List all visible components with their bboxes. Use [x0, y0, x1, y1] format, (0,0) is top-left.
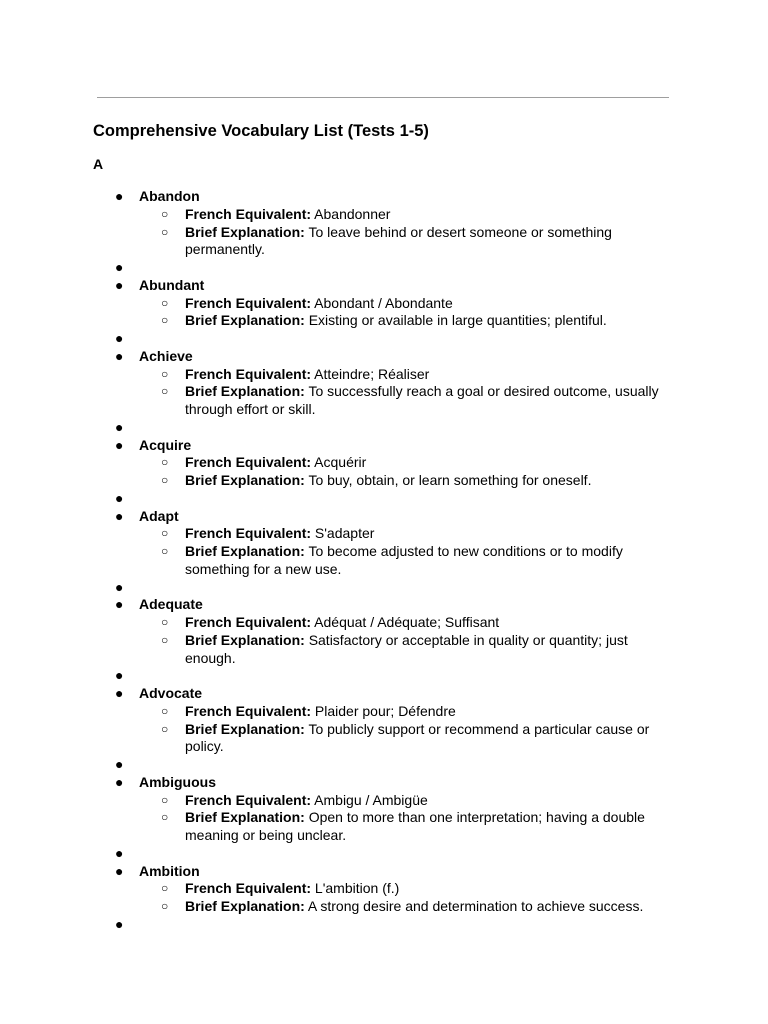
vocab-term: Adequate: [139, 596, 203, 613]
vocab-term: Abundant: [139, 276, 205, 293]
brief-explanation-item: [161, 223, 672, 260]
brief-explanation-label: Brief Explanation:: [185, 720, 305, 737]
bullet-icon: ●: [115, 188, 124, 204]
empty-list-item: [0, 490, 768, 508]
brief-explanation-label: Brief Explanation:: [185, 383, 305, 400]
brief-explanation-label: Brief Explanation:: [185, 543, 305, 559]
vocab-entry: [0, 508, 768, 579]
french-equivalent-text: Atteindre; Réaliser: [314, 365, 430, 382]
brief-explanation-label: Brief Explanation:: [185, 898, 305, 914]
vocab-entry: [0, 685, 768, 756]
vocabulary-list: [0, 188, 768, 934]
brief-explanation-item: [161, 543, 672, 579]
vocab-entry: [0, 277, 768, 330]
bullet-icon: ●: [115, 330, 124, 346]
circle-bullet-icon: ○: [161, 810, 169, 825]
bullet-icon: ●: [115, 276, 124, 293]
circle-bullet-icon: ○: [161, 703, 169, 718]
circle-bullet-icon: ○: [161, 455, 169, 470]
vocab-details: [139, 206, 768, 259]
brief-explanation-label: Brief Explanation:: [185, 631, 305, 648]
french-equivalent-item: [161, 525, 672, 543]
bullet-icon: ●: [115, 596, 124, 613]
french-equivalent-text: Abondant / Abondante: [314, 294, 453, 311]
french-equivalent-label: French Equivalent:: [185, 791, 312, 808]
vocab-details: [139, 295, 768, 331]
french-equivalent-text: Abandonner: [314, 205, 391, 222]
french-equivalent-text: S'adapter: [314, 525, 375, 542]
brief-explanation-item: [161, 383, 672, 419]
circle-bullet-icon: ○: [161, 473, 169, 487]
french-equivalent-item: [161, 454, 672, 472]
french-equivalent-label: French Equivalent:: [185, 454, 312, 471]
brief-explanation-text: To publicly support or recommend a particular cause or policy.: [185, 720, 650, 755]
brief-explanation-text: Satisfactory or acceptable in quality or quantity; just enough.: [185, 631, 628, 666]
empty-list-item: [0, 667, 768, 685]
brief-explanation-label: Brief Explanation:: [185, 809, 305, 826]
french-equivalent-item: [161, 614, 672, 632]
circle-bullet-icon: ○: [161, 295, 169, 310]
brief-explanation-text: To leave behind or desert someone or something permanently.: [185, 223, 612, 258]
bullet-icon: ●: [115, 347, 124, 364]
empty-list-item: [0, 916, 768, 934]
brief-explanation-item: [161, 809, 672, 845]
vocab-details: [139, 525, 768, 578]
vocab-details: [139, 454, 768, 490]
circle-bullet-icon: ○: [161, 366, 169, 381]
bullet-icon: ●: [115, 685, 124, 701]
french-equivalent-label: French Equivalent:: [185, 614, 312, 630]
french-equivalent-item: [161, 205, 672, 224]
document-title: Comprehensive Vocabulary List (Tests 1-5): [93, 122, 429, 140]
brief-explanation-label: Brief Explanation:: [185, 312, 305, 329]
circle-bullet-icon: ○: [161, 632, 169, 647]
circle-bullet-icon: ○: [161, 313, 169, 328]
brief-explanation-text: Open to more than one interpretation; having a double meaning or being unclear.: [185, 809, 645, 843]
vocab-term: Abandon: [139, 188, 200, 204]
circle-bullet-icon: ○: [161, 224, 169, 239]
bullet-icon: ●: [115, 667, 124, 684]
french-equivalent-item: [161, 294, 672, 313]
vocab-entry: [0, 774, 768, 845]
empty-list-item: [0, 330, 768, 348]
french-equivalent-label: French Equivalent:: [185, 702, 312, 719]
empty-list-item: [0, 579, 768, 597]
french-equivalent-text: Acquérir: [314, 454, 367, 471]
vocab-term: Ambiguous: [139, 773, 216, 790]
bullet-icon: ●: [115, 489, 124, 506]
empty-list-item: [0, 419, 768, 437]
circle-bullet-icon: ○: [161, 881, 169, 896]
french-equivalent-item: [161, 702, 672, 721]
vocab-details: [139, 703, 768, 756]
bullet-icon: ●: [115, 773, 124, 790]
vocab-details: [139, 880, 768, 916]
empty-list-item: [0, 259, 768, 277]
brief-explanation-item: [161, 720, 672, 757]
bullet-icon: ●: [115, 507, 124, 524]
vocab-details: [139, 614, 768, 667]
french-equivalent-text: Ambigu / Ambigüe: [314, 791, 428, 808]
section-heading-letter: A: [93, 156, 104, 172]
brief-explanation-item: [161, 898, 672, 916]
circle-bullet-icon: ○: [161, 899, 169, 913]
vocab-entry: [0, 188, 768, 259]
french-equivalent-text: Adéquat / Adéquate; Suffisant: [314, 614, 500, 630]
circle-bullet-icon: ○: [161, 615, 169, 629]
bullet-icon: ●: [115, 418, 124, 435]
bullet-icon: ●: [115, 862, 124, 879]
vocab-entry: [0, 596, 768, 667]
brief-explanation-item: [161, 312, 672, 330]
french-equivalent-item: [161, 365, 672, 384]
vocab-details: [139, 792, 768, 845]
vocab-term: Acquire: [139, 436, 192, 453]
circle-bullet-icon: ○: [161, 206, 169, 221]
bullet-icon: ●: [115, 756, 124, 772]
brief-explanation-text: To buy, obtain, or learn something for oneself.: [308, 472, 592, 488]
bullet-icon: ●: [115, 844, 124, 861]
vocab-term: Achieve: [139, 347, 193, 364]
bullet-icon: ●: [115, 436, 124, 453]
french-equivalent-label: French Equivalent:: [185, 294, 312, 311]
bullet-icon: ●: [115, 915, 124, 932]
vocab-entry: [0, 437, 768, 490]
circle-bullet-icon: ○: [161, 526, 169, 541]
french-equivalent-item: [161, 791, 672, 810]
brief-explanation-label: Brief Explanation:: [185, 223, 305, 240]
brief-explanation-text: A strong desire and determination to achieve success.: [307, 898, 644, 914]
bullet-icon: ●: [115, 578, 124, 595]
french-equivalent-label: French Equivalent:: [185, 205, 312, 222]
empty-list-item: [0, 845, 768, 863]
french-equivalent-label: French Equivalent:: [185, 880, 312, 897]
french-equivalent-item: [161, 880, 672, 898]
vocab-entry: [0, 348, 768, 419]
bullet-icon: ●: [115, 259, 124, 275]
french-equivalent-label: French Equivalent:: [185, 365, 312, 382]
french-equivalent-label: French Equivalent:: [185, 525, 312, 542]
brief-explanation-text: Existing or available in large quantities; plentiful.: [308, 312, 607, 329]
brief-explanation-text: To become adjusted to new conditions or to modify something for a new use.: [185, 543, 623, 577]
vocab-details: [139, 366, 768, 419]
empty-list-item: [0, 756, 768, 774]
brief-explanation-text: To successfully reach a goal or desired outcome, usually through effort or skill.: [185, 383, 659, 417]
brief-explanation-label: Brief Explanation:: [185, 472, 305, 488]
vocab-term: Adapt: [139, 507, 179, 524]
french-equivalent-text: L'ambition (f.): [314, 880, 400, 897]
brief-explanation-item: [161, 631, 672, 668]
brief-explanation-item: [161, 472, 672, 490]
circle-bullet-icon: ○: [161, 721, 169, 736]
circle-bullet-icon: ○: [161, 792, 169, 807]
french-equivalent-text: Plaider pour; Défendre: [314, 702, 456, 719]
horizontal-rule: [97, 97, 669, 98]
vocab-entry: [0, 863, 768, 916]
circle-bullet-icon: ○: [161, 384, 169, 399]
vocab-term: Ambition: [139, 862, 200, 879]
vocab-term: Advocate: [139, 685, 203, 701]
circle-bullet-icon: ○: [161, 544, 169, 558]
